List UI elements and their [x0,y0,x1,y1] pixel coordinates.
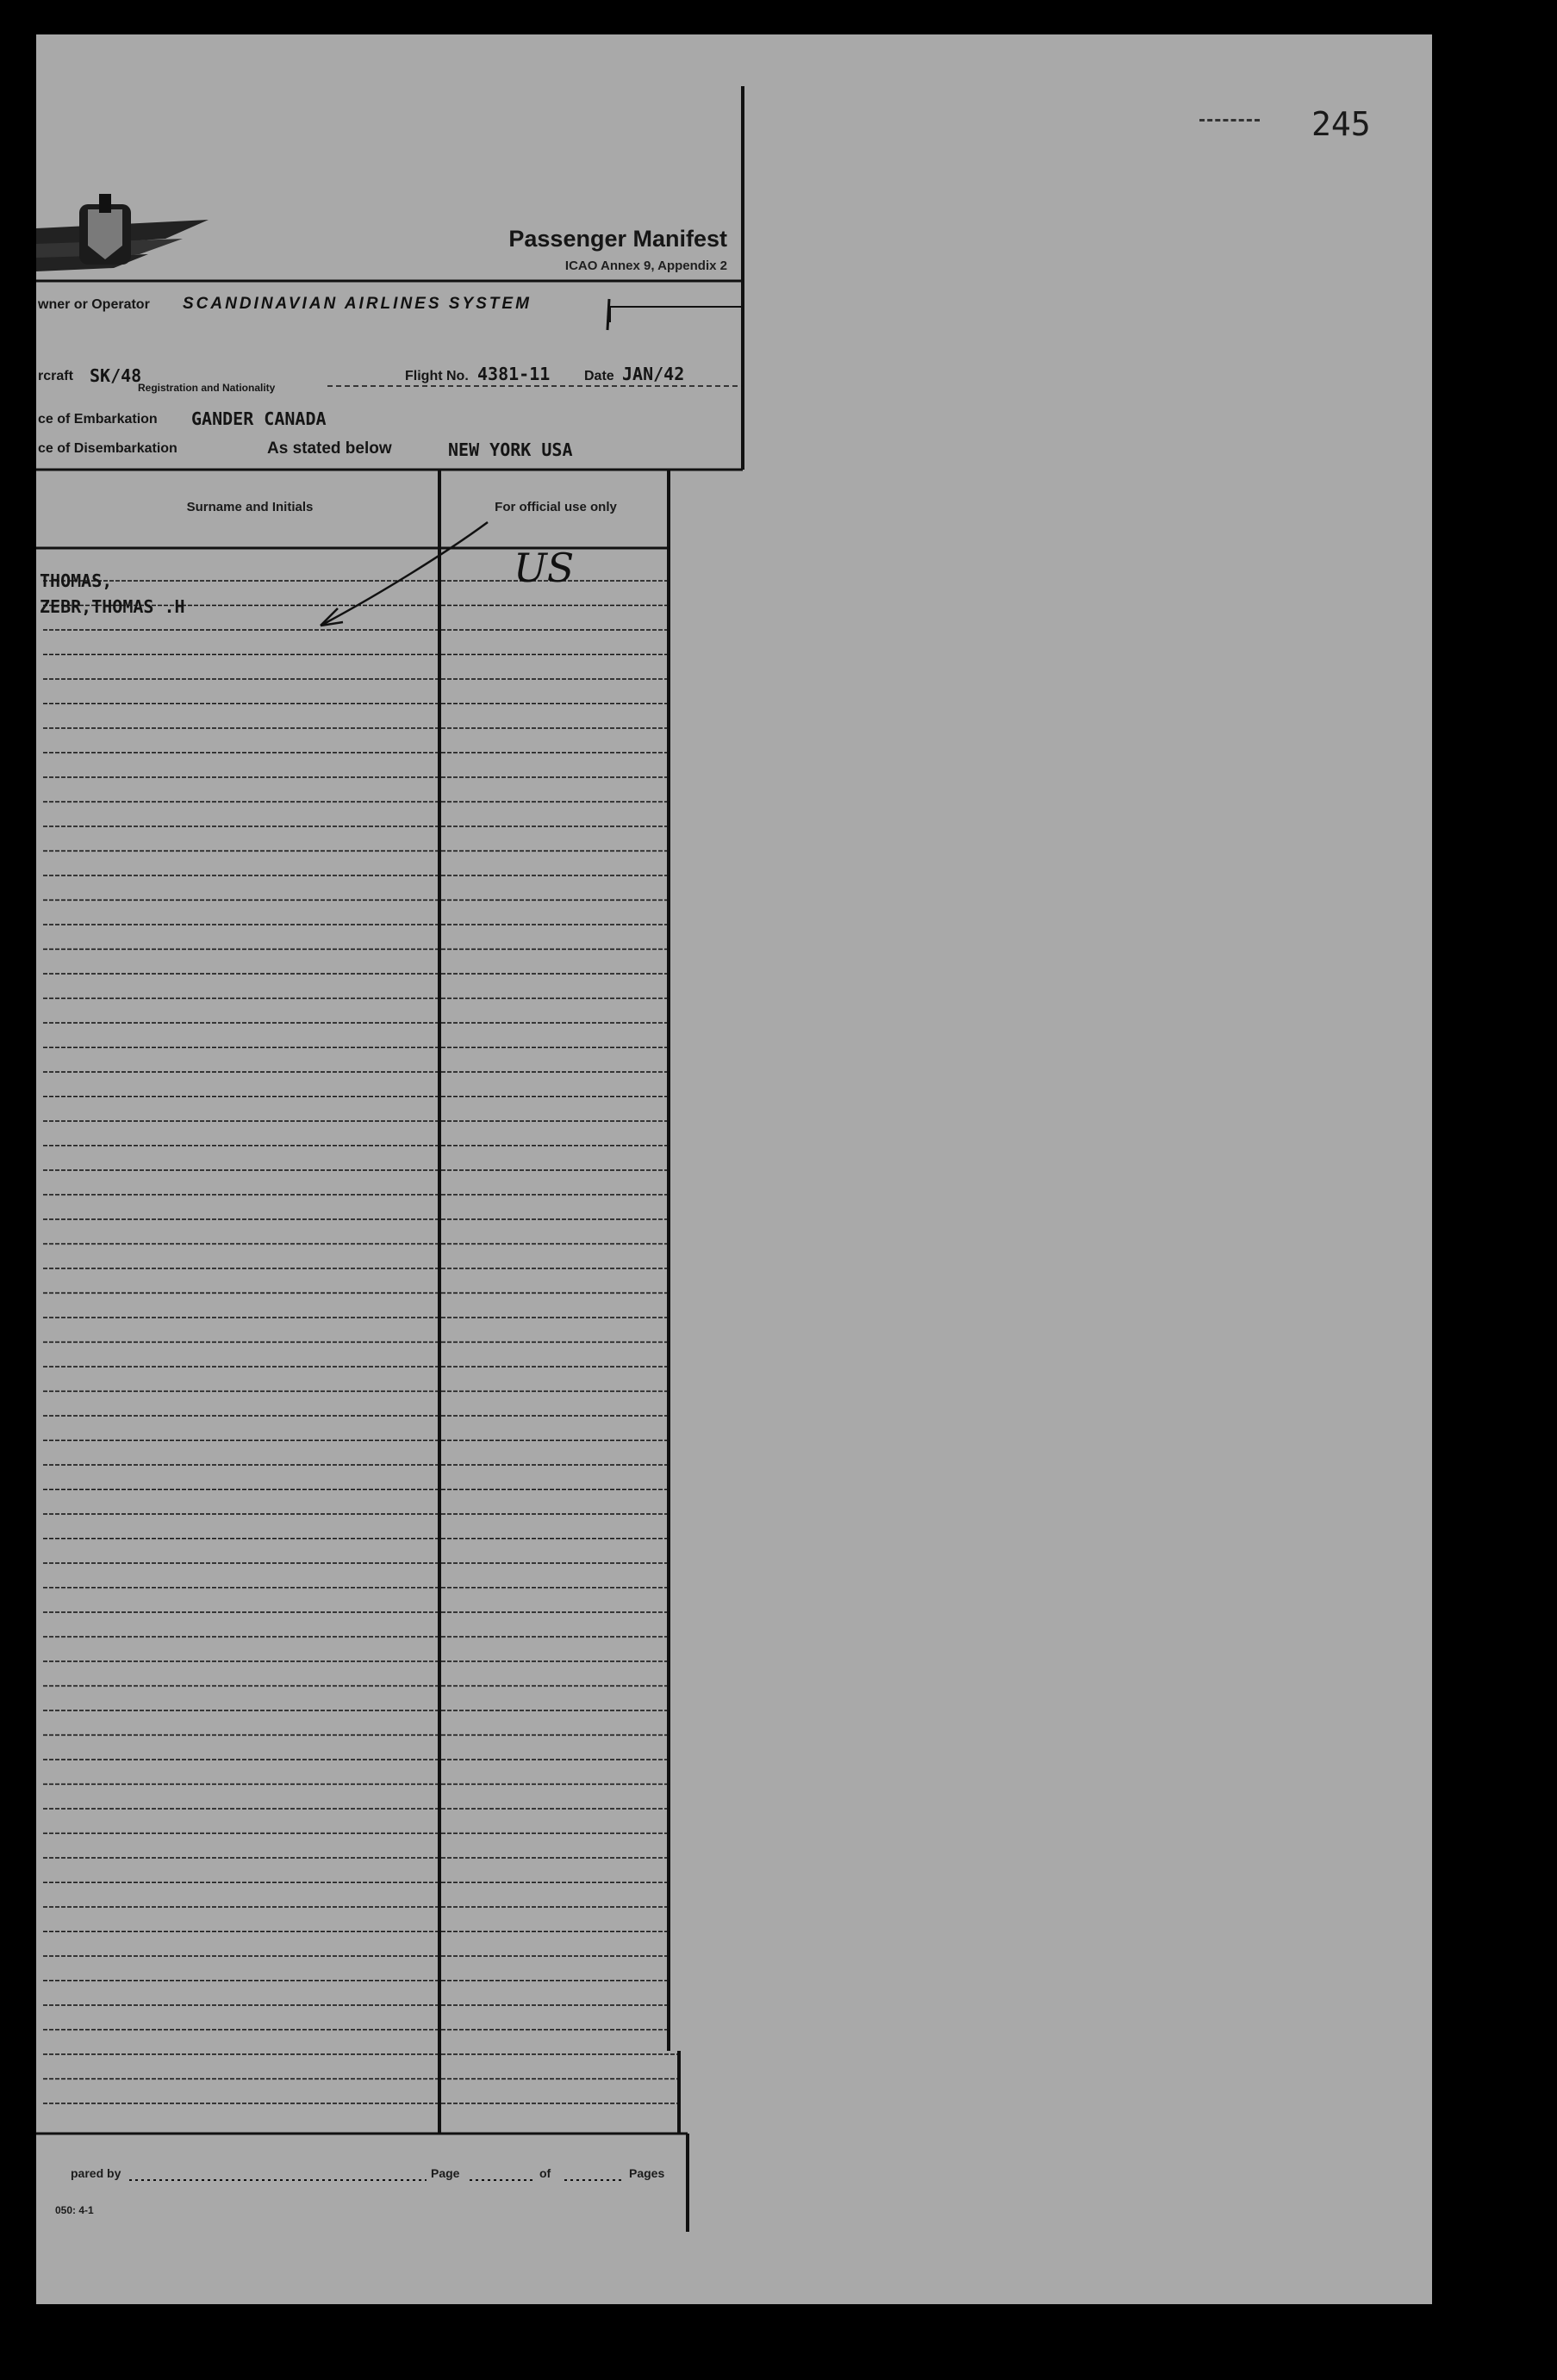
manifest-subtitle: ICAO Annex 9, Appendix 2 [564,259,727,273]
arrow-head [321,608,343,626]
disembarkation-value: NEW YORK USA [448,439,573,460]
aircraft-label: rcraft [38,369,73,383]
date-value: JAN/42 [622,364,685,384]
owner-value: SCANDINAVIAN AIRLINES SYSTEM [183,295,532,313]
flight-value: 4381-11 [477,364,551,384]
manifest-title: Passenger Manifest [508,226,727,252]
pages-label: Pages [629,2166,665,2180]
disembarkation-label: ce of Disembarkation [38,441,177,456]
col-header-official: For official use only [495,500,617,514]
embarkation-value: GANDER CANADA [191,408,327,429]
prepared-by-label: pared by [71,2166,121,2180]
embarkation-label: ce of Embarkation [38,412,158,427]
form-code: 050: 4-1 [55,2204,94,2216]
owner-label: wner or Operator [38,297,150,312]
date-label: Date [584,369,614,383]
owner-bracket-mark [603,297,615,332]
of-label: of [539,2166,551,2180]
page-label: Page [431,2166,460,2180]
flight-label: Flight No. [405,369,469,383]
official-use-mark: US [514,545,575,591]
passenger-surname-row-1: THOMAS, [40,570,113,591]
row-rules [43,581,679,2103]
disembarkation-note: As stated below [267,439,392,458]
handwritten-arrow [321,522,488,626]
airline-wing-emblem-icon [36,194,217,280]
aircraft-value: SK/48 [90,365,142,386]
registration-label: Registration and Nationality [138,382,276,394]
passenger-surname-row-2: ZEBR,THOMAS .H [40,596,185,617]
col-header-surname: Surname and Initials [186,500,314,514]
page-number: 245 [1311,105,1371,143]
